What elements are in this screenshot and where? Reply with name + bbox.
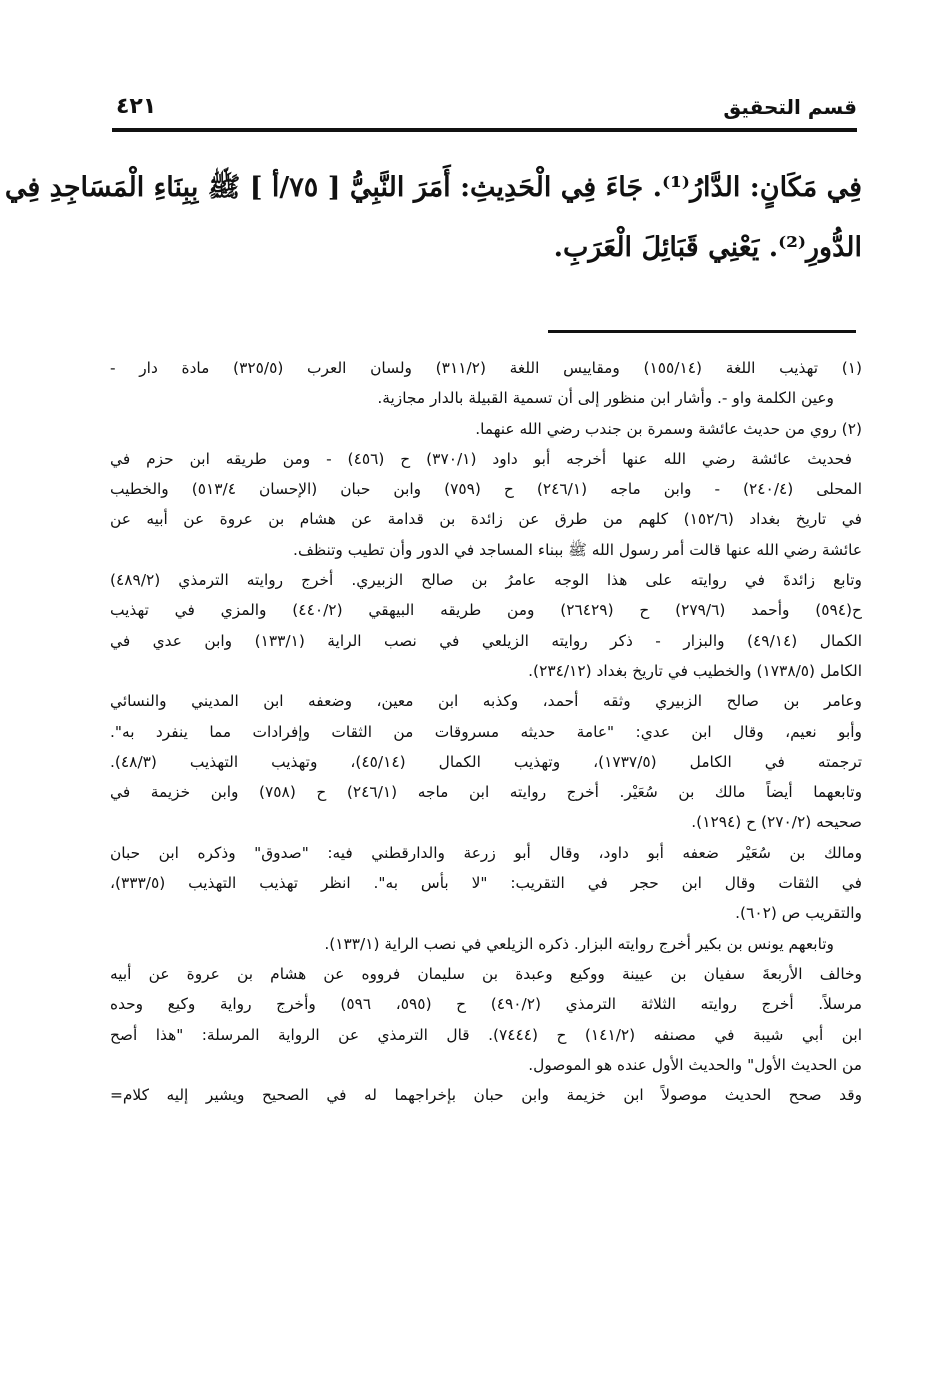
- main-text-line: الدُّورِ⁽²⁾. يَعْنِي قَبَائِلَ الْعَرَبِ.: [553, 232, 862, 263]
- footnote-line: ابن أبي شيبة في مصنفه (١٤١/٢) ح (٧٤٤٤). قال الترمذي عن الرواية المرسلة: "هذا أصح: [110, 1025, 862, 1044]
- footnote-line: في الثقات وقال ابن حجر في التقريب: "لا بأس به". انظر تهذيب التهذيب (٣٣٣/٥)،: [110, 874, 862, 893]
- footnote-line: الكامل (١٧٣٨/٥) والخطيب في تاريخ بغداد (٢٣٤/١٢).: [528, 661, 862, 680]
- footnote-line: وأبو نعيم، وقال ابن عدي: "عامة حديثه مسروقات من الثقات وإفرادات مما ينفرد به".: [110, 722, 862, 741]
- footnote-line: عائشة رضي الله عنها قالت أمر رسول الله ﷺ ببناء المساجد في الدور وأن تطيب وتنظف.: [293, 540, 862, 559]
- footnote-line: ومالك بن سُعَيْر ضعفه أبو داود، وقال أبو زرعة والدارقطني فيه: "صدوق" وذكره ابن حبان: [110, 843, 862, 862]
- section-title: قسم التحقيق: [723, 95, 857, 119]
- main-text: [4, 158, 862, 278]
- footnote-line: والتقريب ص (٦٠٢).: [735, 904, 862, 923]
- footnote-line: وتابعهما أيضاً مالك بن سُعَيْر. أخرج روايته ابن ماجه (٢٤٦/١) ح (٧٥٨) وابن خزيمة في: [110, 783, 862, 802]
- footnote-line: (١) تهذيب اللغة (١٥٥/١٤) ومقاييس اللغة (٣١١/٢) ولسان العرب (٣٢٥/٥) مادة دار -: [110, 359, 863, 377]
- footnote-line: وتابع زائدةَ في روايته على هذا الوجه عامرُ بن صالح الزبيري. أخرج روايته الترمذي (٤٨٩/٢): [110, 571, 862, 590]
- main-text-line: فِي مَكَانٍ: الدَّارُ⁽¹⁾. جَاءَ فِي الْحَدِيثِ: أَمَرَ النَّبِيُّ [ ٧٥/أ ] ﷺ بِبِنَاءِ الْمَسَاجِدِ فِي: [4, 172, 862, 203]
- footnote-line: وعين الكلمة واو -. وأشار ابن منظور إلى أن تسمية القبيلة بالدار مجازية.: [377, 389, 834, 408]
- footnote-line: وعامر بن صالح الزبيري وثقه أحمد، وكذبه ابن معين، وضعفه ابن المديني والنسائي: [110, 692, 862, 711]
- footnote-line: ترجمته في الكامل (١٧٣٧/٥)، وتهذيب الكمال (٤٥/١٤)، وتهذيب التهذيب (٤٨/٣).: [110, 752, 862, 771]
- footnote-line: (٢) روي من حديث عائشة وسمرة بن جندب رضي الله عنهما.: [475, 419, 862, 438]
- footnote-line: مرسلاً. أخرج روايته الثلاثة الترمذي (٤٩٠/٢) ح (٥٩٥، ٥٩٦) وأخرج رواية وكيع وحده: [110, 995, 862, 1014]
- page-header: [112, 92, 857, 132]
- footnote-line: فحديث عائشة رضي الله عنها أخرجه أبو داود (٣٧٠/١) ح (٤٥٦) - ومن طريقه ابن حزم في: [110, 449, 852, 468]
- footnote-line: صحيحه (٢٧٠/٢) ح (١٢٩٤).: [691, 813, 862, 832]
- footnotes: [110, 353, 862, 1110]
- footnote-line: من الحديث الأول" والحديث الأول عنده هو الموصول.: [528, 1055, 862, 1074]
- footnote-line: وتابعهم يونس بن بكير أخرج روايته البزار. ذكره الزيلعي في نصب الراية (١٣٣/١).: [324, 934, 834, 953]
- footnote-line: وقد صحح الحديث موصولاً ابن خزيمة وابن حبان بإخراجهما له في الصحيح ويشير إليه كلام=: [110, 1086, 862, 1105]
- footnote-line: الكمال (٤٩/١٤) والبزار - ذكر روايته الزيلعي في نصب الراية (١٣٣/١) وابن عدي في: [110, 631, 862, 650]
- footnote-divider: [548, 330, 856, 333]
- footnote-line: ح(٥٩٤) وأحمد (٢٧٩/٦) ح (٢٦٤٢٩) ومن طريقه البيهقي (٤٤٠/٢) والمزي في تهذيب: [110, 601, 862, 620]
- footnote-line: المحلى (٢٤٠/٤) - وابن ماجه (٢٤٦/١) ح (٧٥٩) وابن حبان (الإحسان ٥١٣/٤) والخطيب: [110, 480, 862, 499]
- footnote-line: وخالف الأربعةَ سفيان بن عيينة ووكيع وعبدة بن سليمان فرووه عن هشام بن عروة عن أبيه: [110, 964, 862, 983]
- page-number: ٤٢١: [116, 94, 157, 119]
- footnote-line: في تاريخ بغداد (١٥٢/٦) كلهم من طرق عن زائدة بن قدامة عن هشام بن عروة عن أبيه عن: [110, 510, 862, 529]
